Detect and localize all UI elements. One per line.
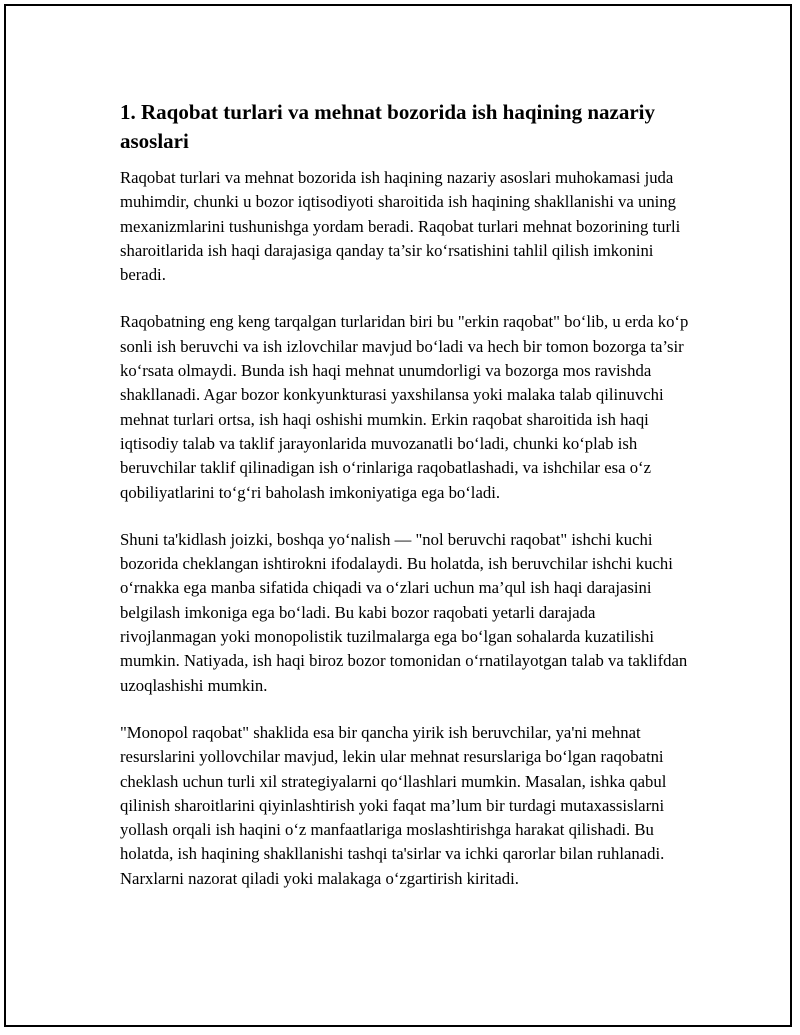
paragraph-free-competition: Raqobatning eng keng tarqalgan turlaridan biri bu "erkin raqobat" bo‘lib, u erda ko‘p sonli ish beruvchi va ish izlovchilar mavjud bo‘ladi va hech bir tomon bozorga ta’sir ko‘rsata olmaydi. Bunda ish haqi mehnat unumdorligi va bozorga mos ravishda shakllanadi. Agar bozor konkyunkturasi yaxshilansa yoki malaka talab qilinuvchi mehnat turlari ortsa, ish haqi oshishi mumkin. Erkin raqobat sharoitida ish haqi iqtisodiy talab va taklif jarayonlarida muvozanatli bo‘ladi, chunki ko‘plab ish beruvchilar taklif qilinadigan ish o‘rinlariga raqobatlashadi, va ishchilar esa o‘z qobiliyatlarini to‘g‘ri baholash imkoniyatiga ega bo‘ladi. (120, 312, 689, 502)
paragraph-zero-competition: Shuni ta'kidlash joizki, boshqa yo‘nalish — "nol beruvchi raqobat" ishchi kuchi bozorida cheklangan ishtirokni ifodalaydi. Bu holatda, ish beruvchilar ishchi kuchi o‘rnakka ega manba sifatida chiqadi va o‘zlari uchun ma’qul ish haqi darajasini belgilash imkoniga ega bo‘ladi. Bu kabi bozor raqobati yetarli darajada rivojlanmagan yoki monopolistik tuzilmalarga ega bo‘lgan sohalarda kuzatilishi mumkin. Natiyada, ish haqi biroz bozor tomonidan o‘rnatilayotgan talab va taklifdan uzoqlashishi mumkin. (120, 529, 688, 695)
document-body (120, 98, 695, 914)
section-heading: 1. Raqobat turlari va mehnat bozorida ish haqining nazariy asoslari (120, 100, 655, 153)
page-frame (4, 4, 792, 1027)
paragraph-monopoly-competition: "Monopol raqobat" shaklida esa bir qancha yirik ish beruvchilar, ya'ni mehnat resurslarini yollovchilar mavjud, lekin ular mehnat resurslariga bo‘lgan raqobatni cheklash uchun turli xil strategiyalarni qo‘llashlari mumkin. Masalan, ishka qabul qilinish sharoitlarini qiyinlashtirish yoki faqat ma’lum bir turdagi mutaxassislarni yollash orqali ish haqini o‘z manfaatlariga moslashtirishga harakat qilishadi. Bu holatda, ish haqining shakllanishi tashqi ta'sirlar va ichki qarorlar bilan ruhlanadi. Narxlarni nazorat qiladi yoki malakaga o‘zgartirish kiritadi. (120, 722, 667, 888)
paragraph-intro: Raqobat turlari va mehnat bozorida ish haqining nazariy asoslari muhokamasi juda muhimdir, chunki u bozor iqtisodiyoti sharoitida ish haqining shakllanishi va uning mexanizmlarini tushunishga yordam beradi. Raqobat turlari mehnat bozorining turli sharoitlarida ish haqi darajasiga qanday ta’sir ko‘rsatishini tahlil qilish imkonini beradi. (120, 168, 681, 285)
